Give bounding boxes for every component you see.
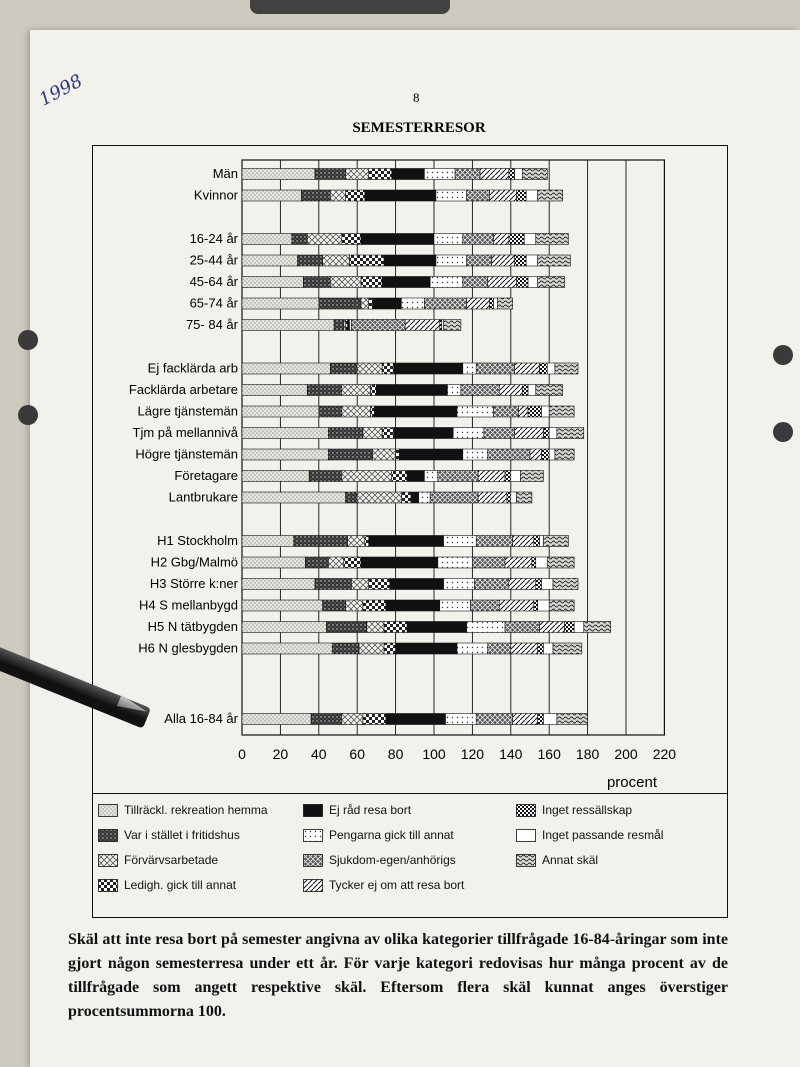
bar-segment xyxy=(511,492,517,503)
bar-segment xyxy=(361,557,438,568)
bar-segment xyxy=(526,190,538,201)
bar-segment xyxy=(476,363,514,374)
bar-segment xyxy=(242,492,346,503)
legend-label: Pengarna gick till annat xyxy=(329,828,454,842)
bar-segment xyxy=(515,255,527,266)
category-label: 65-74 år xyxy=(189,295,238,311)
bar-segment xyxy=(480,169,509,180)
bar-segment xyxy=(490,298,494,309)
bar-segment xyxy=(463,363,476,374)
bar-segment xyxy=(455,169,480,180)
bar-segment xyxy=(565,622,575,633)
bar-segment xyxy=(515,428,544,439)
bar-segment xyxy=(367,622,384,633)
category-label: H4 S mellanbygd xyxy=(139,597,238,613)
bar-segment xyxy=(363,428,382,439)
legend-item xyxy=(516,828,663,842)
x-tick-label: 60 xyxy=(349,746,365,762)
legend-item xyxy=(516,853,598,867)
bar-segment xyxy=(365,536,369,547)
bar-segment xyxy=(474,579,509,590)
bar-segment xyxy=(494,298,498,309)
bar-segment xyxy=(538,190,563,201)
bar-segment xyxy=(549,406,574,417)
legend-swatch xyxy=(516,829,536,842)
bar-segment xyxy=(463,449,488,460)
bar-segment xyxy=(407,622,467,633)
bar-segment xyxy=(330,190,345,201)
bar-segment xyxy=(328,449,372,460)
bar-segment xyxy=(430,492,478,503)
bar-segment xyxy=(446,714,477,725)
bar-segment xyxy=(436,255,467,266)
bar-segment xyxy=(419,492,431,503)
bar-segment xyxy=(538,255,571,266)
bar-segment xyxy=(540,363,548,374)
bar-segment xyxy=(492,255,515,266)
legend-swatch xyxy=(98,829,118,842)
bar-segment xyxy=(369,298,373,309)
bar-segment xyxy=(242,169,315,180)
bar-segment xyxy=(382,363,394,374)
bar-segment xyxy=(351,320,405,331)
bar-segment xyxy=(369,579,390,590)
bar-segment xyxy=(350,255,385,266)
bar-segment xyxy=(549,600,574,611)
bar-segment xyxy=(555,363,578,374)
bar-segment xyxy=(532,557,536,568)
bar-segment xyxy=(332,643,359,654)
legend-swatch xyxy=(98,879,118,892)
bar-segment xyxy=(294,536,348,547)
x-tick-label: 20 xyxy=(272,746,289,762)
legend-label: Tillräckl. rekreation hemma xyxy=(124,803,268,817)
bar-segment xyxy=(365,190,436,201)
bar-segment xyxy=(242,363,330,374)
bar-segment xyxy=(330,277,361,288)
bar-segment xyxy=(505,471,511,482)
bar-segment xyxy=(384,643,396,654)
bar-segment xyxy=(242,579,315,590)
legend-label: Inget ressällskap xyxy=(542,803,633,817)
bar-segment xyxy=(396,643,457,654)
bar-segment xyxy=(315,579,351,590)
x-tick-label: 180 xyxy=(575,746,600,762)
bar-segment xyxy=(242,406,319,417)
bar-segment xyxy=(361,234,434,245)
bar-segment xyxy=(369,536,444,547)
bar-segment xyxy=(542,579,554,590)
x-axis-label: procent xyxy=(606,774,658,791)
bar-segment xyxy=(396,449,400,460)
bar-segment xyxy=(522,385,528,396)
legend-item xyxy=(303,803,411,817)
bar-segment xyxy=(534,600,538,611)
bar-segment xyxy=(543,714,556,725)
legend-swatch xyxy=(303,854,323,867)
bar-segment xyxy=(424,169,455,180)
bar-segment xyxy=(453,428,484,439)
bar-segment xyxy=(522,169,547,180)
bar-segment xyxy=(488,449,530,460)
bar-segment xyxy=(328,428,363,439)
bar-segment xyxy=(346,492,358,503)
bar-segment xyxy=(376,385,447,396)
x-tick-label: 0 xyxy=(238,746,246,762)
legend-swatch xyxy=(303,804,323,817)
bar-segment xyxy=(490,190,517,201)
bar-segment xyxy=(399,449,462,460)
bar-segment xyxy=(298,255,323,266)
legend-item xyxy=(98,878,236,892)
bar-segment xyxy=(457,643,488,654)
legend-swatch xyxy=(98,854,118,867)
bar-segment xyxy=(319,406,342,417)
category-label: Alla 16-84 år xyxy=(164,711,238,726)
bar-segment xyxy=(461,385,499,396)
bar-segment xyxy=(494,406,519,417)
bar-segment xyxy=(528,385,536,396)
bar-segment xyxy=(242,298,319,309)
category-label: Högre tjänstemän xyxy=(135,446,238,462)
legend-swatch xyxy=(303,829,323,842)
bar-segment xyxy=(330,363,357,374)
bar-segment xyxy=(444,536,477,547)
bar-segment xyxy=(390,579,444,590)
bar-segment xyxy=(384,255,436,266)
x-tick-label: 200 xyxy=(614,746,638,762)
bar-segment xyxy=(543,428,549,439)
category-label: Lägre tjänstemän xyxy=(137,403,238,419)
category-label: Kvinnor xyxy=(193,187,238,203)
category-label: 75- 84 år xyxy=(185,317,238,332)
bar-segment xyxy=(470,600,499,611)
bar-segment xyxy=(242,234,292,245)
bar-segment xyxy=(348,536,365,547)
bar-segment xyxy=(384,622,407,633)
bar-segment xyxy=(311,714,342,725)
category-label: Facklärda arbetare xyxy=(128,382,238,397)
bar-segment xyxy=(357,492,401,503)
bar-segment xyxy=(513,714,538,725)
bar-segment xyxy=(440,600,471,611)
bar-segment xyxy=(357,363,382,374)
bar-segment xyxy=(505,557,532,568)
bar-segment xyxy=(315,169,346,180)
bar-segment xyxy=(307,234,342,245)
bar-segment xyxy=(444,579,475,590)
bar-segment xyxy=(536,385,563,396)
bar-segment xyxy=(434,234,463,245)
bar-segment xyxy=(392,169,425,180)
legend-label: Ej råd resa bort xyxy=(329,803,412,817)
legend-label: Förvärvsarbetade xyxy=(124,853,219,867)
bar-segment xyxy=(534,536,540,547)
bar-segment xyxy=(494,234,509,245)
chart-legend xyxy=(98,800,718,912)
bar-segment xyxy=(520,471,543,482)
bar-segment xyxy=(547,363,555,374)
bar-segment xyxy=(528,406,541,417)
bar-segment xyxy=(242,536,294,547)
legend-item xyxy=(516,803,632,817)
bar-segment xyxy=(488,643,511,654)
bar-segment xyxy=(371,385,377,396)
bar-segment xyxy=(540,622,565,633)
bar-segment xyxy=(242,600,323,611)
bar-segment xyxy=(538,714,544,725)
bar-segment xyxy=(242,190,302,201)
bar-segment xyxy=(346,169,369,180)
bar-segment xyxy=(536,234,569,245)
bar-segment xyxy=(444,320,461,331)
bar-segment xyxy=(386,600,440,611)
bar-segment xyxy=(472,557,505,568)
bar-segment xyxy=(436,190,467,201)
bar-segment xyxy=(401,298,424,309)
bar-segment xyxy=(374,406,457,417)
bar-segment xyxy=(405,320,440,331)
bar-segment xyxy=(386,714,446,725)
x-tick-label: 160 xyxy=(537,746,561,762)
bar-segment xyxy=(524,234,536,245)
bar-segment xyxy=(309,471,342,482)
bar-segment xyxy=(242,557,305,568)
handwritten-note: 1998 xyxy=(35,70,87,111)
bar-segment xyxy=(511,643,538,654)
bar-segment xyxy=(467,190,490,201)
bar-segment xyxy=(242,428,328,439)
bar-segment xyxy=(517,190,527,201)
bar-segment xyxy=(342,406,371,417)
bar-segment xyxy=(373,298,402,309)
legend-label: Tycker ej om att resa bort xyxy=(329,878,465,892)
bar-segment xyxy=(515,169,523,180)
bar-segment xyxy=(307,385,342,396)
bar-segment xyxy=(323,255,350,266)
bar-segment xyxy=(342,234,361,245)
bar-segment xyxy=(476,536,512,547)
category-label: H1 Stockholm xyxy=(157,533,238,548)
bar-segment xyxy=(346,190,365,201)
category-label: Lantbrukare xyxy=(168,489,238,505)
bar-segment xyxy=(542,449,550,460)
bar-segment xyxy=(467,622,505,633)
x-tick-label: 40 xyxy=(311,746,327,762)
bar-segment xyxy=(478,471,505,482)
bar-segment xyxy=(328,557,343,568)
bar-segment xyxy=(543,643,553,654)
bar-segment xyxy=(530,449,542,460)
bar-segment xyxy=(538,643,544,654)
category-label: H2 Gbg/Malmö xyxy=(150,554,238,570)
bar-segment xyxy=(517,492,532,503)
bar-segment xyxy=(536,579,542,590)
bar-segment xyxy=(323,600,346,611)
x-tick-label: 120 xyxy=(460,746,485,762)
bar-segment xyxy=(292,234,307,245)
legend-item xyxy=(98,828,240,842)
legend-swatch xyxy=(516,804,536,817)
bar-segment xyxy=(359,643,384,654)
bar-segment xyxy=(538,600,550,611)
legend-item xyxy=(98,853,218,867)
bar-segment xyxy=(553,579,578,590)
bar-segment xyxy=(447,385,460,396)
bar-segment xyxy=(499,600,534,611)
bar-segment xyxy=(346,600,363,611)
bar-segment xyxy=(528,277,538,288)
bar-segment xyxy=(242,622,326,633)
bar-segment xyxy=(509,579,536,590)
category-label: 45-64 år xyxy=(189,274,238,289)
bar-segment xyxy=(553,643,582,654)
bar-segment xyxy=(509,169,515,180)
bar-segment xyxy=(509,234,524,245)
bar-segment xyxy=(394,428,454,439)
bar-segment xyxy=(555,449,574,460)
bar-segment xyxy=(342,471,392,482)
bar-segment xyxy=(484,428,515,439)
bar-segment xyxy=(536,557,548,568)
bar-segment xyxy=(497,298,512,309)
bar-segment xyxy=(538,277,565,288)
bar-segment xyxy=(463,277,488,288)
legend-item xyxy=(303,828,454,842)
legend-label: Inget passande resmål xyxy=(542,828,664,842)
bar-segment xyxy=(242,385,307,396)
category-label: 25-44 år xyxy=(189,252,238,268)
bar-segment xyxy=(392,471,407,482)
bar-segment xyxy=(342,385,371,396)
bar-segment xyxy=(517,277,529,288)
x-tick-label: 80 xyxy=(387,746,404,762)
bar-segment xyxy=(242,277,303,288)
category-label: H3 Större k:ner xyxy=(149,576,238,591)
bar-segment xyxy=(499,385,522,396)
bar-segment xyxy=(382,277,430,288)
x-tick-label: 220 xyxy=(652,746,677,762)
bar-segment xyxy=(344,557,361,568)
bar-segment xyxy=(467,255,492,266)
bar-segment xyxy=(557,714,588,725)
legend-item xyxy=(303,853,456,867)
bar-segment xyxy=(478,492,507,503)
bar-segment xyxy=(438,471,478,482)
bar-segment xyxy=(242,449,328,460)
bar-segment xyxy=(411,492,419,503)
bar-segment xyxy=(515,363,540,374)
bar-segment xyxy=(584,622,611,633)
bar-segment xyxy=(467,298,490,309)
bar-segment xyxy=(342,714,363,725)
category-label: H6 N glesbygden xyxy=(138,640,238,656)
bar-segment xyxy=(542,406,550,417)
bar-segment xyxy=(302,190,331,201)
bar-segment xyxy=(371,406,375,417)
bar-segment xyxy=(363,714,386,725)
bar-segment xyxy=(242,320,334,331)
bar-segment xyxy=(394,363,463,374)
category-label: H5 N tätbygden xyxy=(147,619,238,634)
bar-segment xyxy=(574,622,584,633)
bar-segment xyxy=(476,714,512,725)
category-label: Tjm på mellannivå xyxy=(132,425,238,440)
bar-segment xyxy=(438,557,473,568)
bar-segment xyxy=(557,428,584,439)
legend-label: Sjukdom-egen/anhörigs xyxy=(329,853,456,867)
legend-swatch xyxy=(98,804,118,817)
bar-segment xyxy=(513,536,534,547)
bar-segment xyxy=(334,320,344,331)
bar-segment xyxy=(424,471,437,482)
bar-segment xyxy=(505,622,540,633)
legend-swatch xyxy=(516,854,536,867)
category-label: Företagare xyxy=(174,468,238,483)
bar-segment xyxy=(351,579,368,590)
legend-label: Annat skäl xyxy=(542,853,599,867)
bar-segment xyxy=(319,298,361,309)
bar-segment xyxy=(511,471,521,482)
bar-segment xyxy=(401,492,411,503)
bar-segment xyxy=(242,714,311,725)
bar-segment xyxy=(382,428,394,439)
legend-item xyxy=(303,878,464,892)
category-label: Män xyxy=(212,166,238,181)
category-label: 16-24 år xyxy=(189,231,238,246)
bar-segment xyxy=(303,277,330,288)
bar-segment xyxy=(242,255,298,266)
page-title: SEMESTERRESOR xyxy=(352,120,486,136)
bar-segment xyxy=(373,449,396,460)
bar-segment xyxy=(242,643,332,654)
bar-segment xyxy=(488,277,517,288)
bar-segment xyxy=(507,492,511,503)
page-number: 8 xyxy=(413,90,420,105)
bar-segment xyxy=(526,255,538,266)
bar-segment xyxy=(549,449,555,460)
bar-segment xyxy=(305,557,328,568)
bar-segment xyxy=(518,406,528,417)
bar-segment xyxy=(363,600,386,611)
legend-label: Ledigh. gick till annat xyxy=(124,878,237,892)
x-tick-label: 140 xyxy=(499,746,523,762)
bar-segment xyxy=(549,428,557,439)
bar-segment xyxy=(361,298,369,309)
bar-segment xyxy=(540,536,544,547)
bar-segment xyxy=(242,471,309,482)
legend-label: Var i stället i fritidshus xyxy=(124,828,240,842)
x-tick-label: 100 xyxy=(422,746,446,762)
bar-segment xyxy=(407,471,424,482)
category-label: Ej facklärda arb xyxy=(147,360,238,376)
bar-segment xyxy=(543,536,568,547)
bar-segment xyxy=(457,406,493,417)
bar-segment xyxy=(361,277,382,288)
bar-segment xyxy=(430,277,463,288)
figure-caption: Skäl att inte resa bort på semester angivna av olika kategorier tillfrågade 16-84-åringar som inte gjort någon semesterresa under ett år. För varje kategori redovisas hur många procent av de tillfrågade som angett respektive skäl. Eftersom flera skäl kunnat anges överstiger procentsummorna 100. xyxy=(68,931,728,1020)
bar-segment xyxy=(463,234,494,245)
legend-item xyxy=(98,803,268,817)
bar-segment xyxy=(424,298,466,309)
bar-segment xyxy=(326,622,366,633)
bar-segment xyxy=(547,557,574,568)
legend-swatch xyxy=(303,879,323,892)
bar-segment xyxy=(369,169,392,180)
